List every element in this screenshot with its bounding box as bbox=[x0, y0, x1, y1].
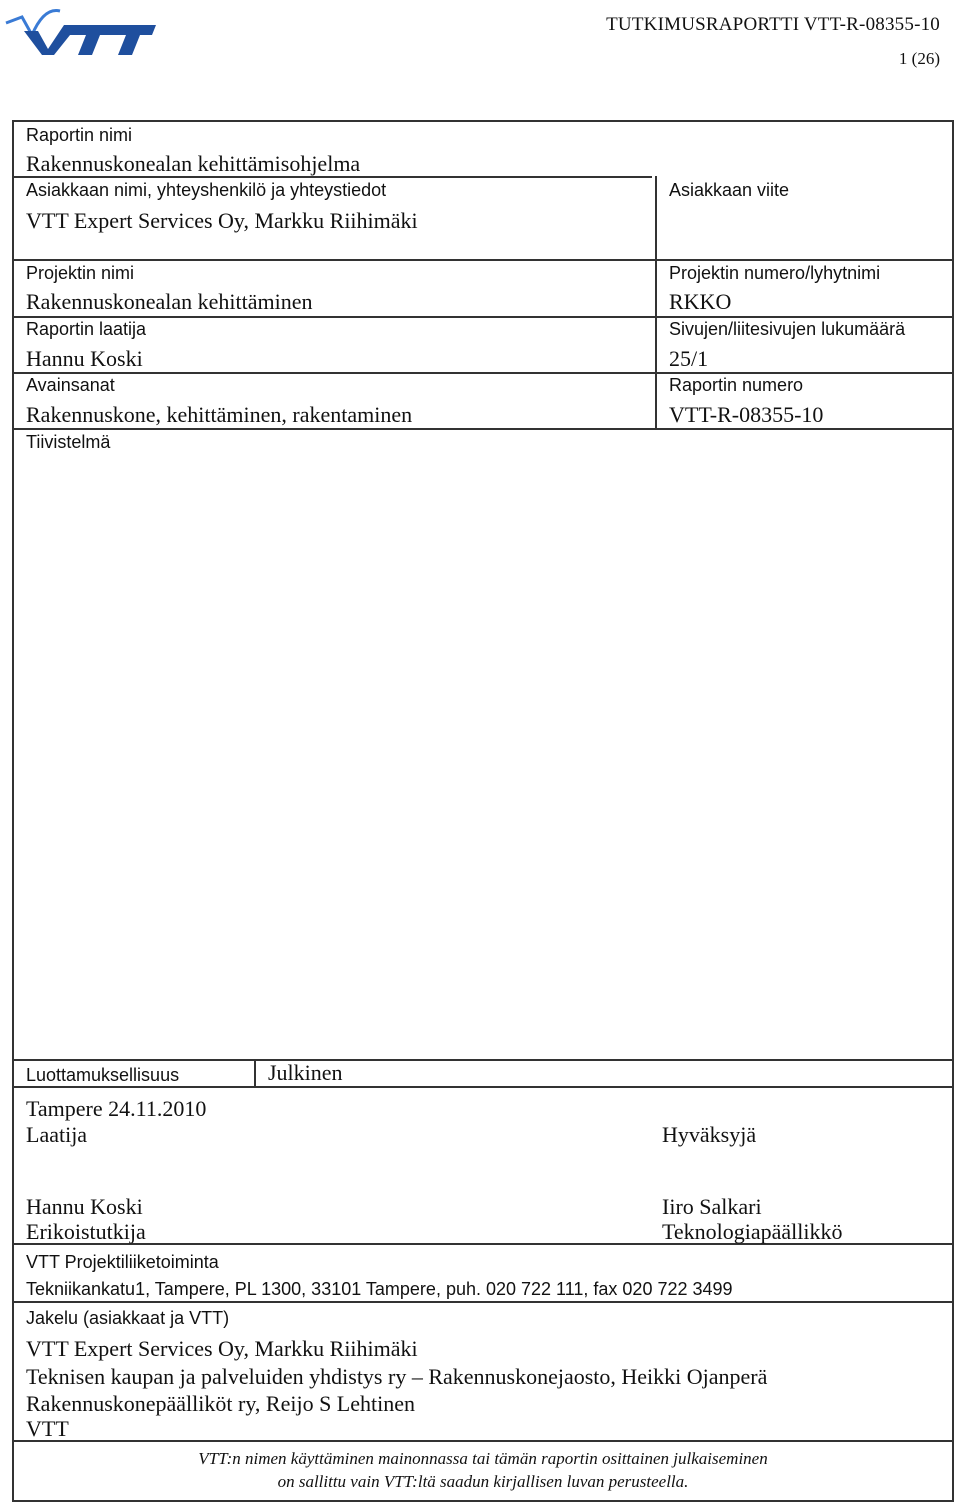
approver-title: Teknologiapäällikkö bbox=[662, 1219, 843, 1244]
report-name-label: Raportin nimi bbox=[26, 125, 133, 145]
pages-label: Sivujen/liitesivujen lukumäärä bbox=[669, 319, 906, 339]
distribution-item: Rakennuskonepäälliköt ry, Reijo S Lehtinen bbox=[26, 1391, 415, 1416]
client: VTT Expert Services Oy, Markku Riihimäki bbox=[26, 208, 418, 233]
report-number: VTT-R-08355-10 bbox=[669, 402, 824, 427]
client-reference-label: Asiakkaan viite bbox=[669, 180, 790, 200]
confidentiality-value: Julkinen bbox=[268, 1060, 343, 1085]
keywords-label: Avainsanat bbox=[26, 375, 115, 395]
project-name: Rakennuskonealan kehittäminen bbox=[26, 289, 313, 314]
client-label: Asiakkaan nimi, yhteyshenkilö ja yhteystiedot bbox=[26, 180, 387, 200]
divider bbox=[14, 1059, 952, 1061]
approver-name: Iiro Salkari bbox=[662, 1194, 762, 1219]
column-divider bbox=[655, 176, 657, 428]
project-name-label: Projektin nimi bbox=[26, 263, 135, 283]
divider bbox=[14, 1301, 952, 1303]
author-role-label: Laatija bbox=[26, 1122, 88, 1147]
page-number: 1 (26) bbox=[898, 49, 940, 68]
keywords: Rakennuskone, kehittäminen, rakentaminen bbox=[26, 402, 413, 427]
report-reference: TUTKIMUSRAPORTTI VTT-R-08355-10 bbox=[606, 14, 940, 35]
summary-label: Tiivistelmä bbox=[26, 432, 111, 452]
organization-name: VTT Projektiliiketoiminta bbox=[26, 1252, 219, 1272]
column-divider bbox=[254, 1059, 256, 1086]
organization-address: Tekniikankatu1, Tampere, PL 1300, 33101 Tampere, puh. 020 722 111, fax 020 722 3499 bbox=[26, 1279, 733, 1299]
divider bbox=[14, 316, 952, 318]
distribution-item: Teknisen kaupan ja palveluiden yhdistys ry – Rakennuskonejaosto, Heikki Ojanperä bbox=[26, 1364, 768, 1389]
divider bbox=[14, 259, 952, 261]
divider bbox=[14, 428, 952, 430]
distribution-item: VTT bbox=[26, 1416, 69, 1441]
project-number: RKKO bbox=[669, 289, 732, 314]
report-name: Rakennuskonealan kehittämisohjelma bbox=[26, 151, 361, 176]
usage-notice-line2: on sallittu vain VTT:ltä saadun kirjallisen luvan perusteella. bbox=[277, 1472, 689, 1491]
author-title: Erikoistutkija bbox=[26, 1219, 146, 1244]
distribution-item: VTT Expert Services Oy, Markku Riihimäki bbox=[26, 1336, 418, 1361]
vtt-logo bbox=[4, 3, 156, 55]
divider bbox=[14, 1086, 952, 1088]
report-number-label: Raportin numero bbox=[669, 375, 804, 395]
confidentiality-label: Luottamuksellisuus bbox=[26, 1065, 180, 1085]
author-name: Hannu Koski bbox=[26, 1194, 143, 1219]
report-info-form bbox=[12, 120, 954, 1502]
approver-role-label: Hyväksyjä bbox=[662, 1122, 757, 1147]
divider bbox=[14, 1440, 952, 1442]
usage-notice-line1: VTT:n nimen käyttäminen mainonnassa tai tämän raportin osittainen julkaiseminen bbox=[198, 1449, 768, 1468]
author-label: Raportin laatija bbox=[26, 319, 147, 339]
author: Hannu Koski bbox=[26, 346, 143, 371]
divider bbox=[14, 372, 952, 374]
page-count: 25/1 bbox=[669, 346, 709, 371]
distribution-label: Jakelu (asiakkaat ja VTT) bbox=[26, 1308, 230, 1328]
place-date: Tampere 24.11.2010 bbox=[26, 1096, 207, 1121]
project-number-label: Projektin numero/lyhytnimi bbox=[669, 263, 881, 283]
